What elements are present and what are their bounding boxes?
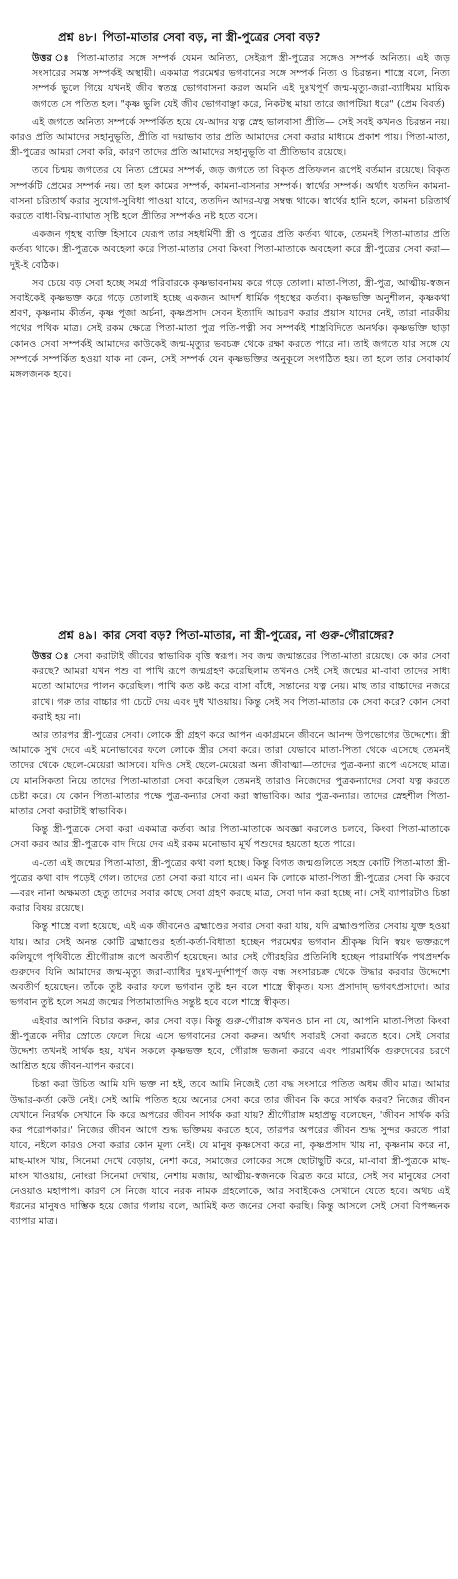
answer-paragraph: সব চেয়ে বড় সেবা হচ্ছে সমগ্র পরিবারকে কৃষ্ণভাবনাময় করে গড়ে তোলা। মাতা-পিতা, স্ত্রী-পুত্র, আত্মীয়-স্বজন সবাইকেই কৃষ্ণভক্ত করে গড়ে তোলাই হচ্ছে একজন আদর্শ ধার্মিক গৃহস্থের কর্তব্য। কৃষ্ণভক্তি অনুশীলন, কৃষ্ণকথা শ্রবণ, কৃষ্ণনাম কীর্তন, কৃষ্ণ পূজা অর্চনা, কৃষ্ণপ্রসাদ সেবন ইত্যাদি আচরণ করার প্রয়াস যাদের নেই, তারা নারকীয় পথের পথিক মাত্র। সেই রকম ক্ষেত্রে পিতা-মাতা পুত্র পতি-পত্নী সব সম্পর্কই শাস্ত্রবিদিতে অনর্থক। কৃষ্ণভক্তি ছাড়া কোনও সেবা সম্পর্কই আমাদের কাউকেই জন্ম-মৃত্যুর ভবচক্র থেকে রক্ষা করতে পারে না। তাই জগতে যার সঙ্গে যে সম্পর্কে সম্পর্কিত হওয়া যাক না কেন, সেই সম্পর্ক যেন কৃষ্ণভক্তির অনুকূলে সংগঠিত হয়। তা হলে তার সেবাকার্য মঙ্গলজনক হবে। xyxy=(10,277,450,381)
question-text: কার সেবা বড়? পিতা-মাতার, না স্ত্রী-পুত্রের, না গুরু-গৌরাঙ্গের? xyxy=(102,628,395,642)
qa-section-48 xyxy=(10,30,450,385)
answer-paragraph: কিন্তু স্ত্রী-পুত্রকে সেবা করা একমাত্র কর্তব্য আর পিতা-মাতাকে অবজ্ঞা করলেও চলবে, কিংবা পিতা-মাতাকে সেবা করব আর স্ত্রী-পুত্রকে বাদ দিয়ে দেব এই রকম মনোভাব মূর্খ পশুদের হয়তো হতে পারে। xyxy=(10,824,450,851)
question-number: প্রশ্ন ৪৮। xyxy=(58,30,97,44)
answer-paragraph: উত্তর ঃ সেবা করাটাই জীবের স্বাভাবিক বৃত্তি স্বরূপ। সব জন্ম জন্মান্তরের পিতা-মাতা রয়েছে। কে কার সেবা করছে? আমরা যখন পশু বা পাখি রূপে জন্মগ্রহণ করেছিলাম তখনও সেই সেই জন্মের মা-বাবা তাদের সাধ্য মতো আমাদের পালন করেছিল। পাখি কত কষ্ট করে বাসা বাঁধে, সন্তানের যত্ন নেয়। মাছ তার বাচ্চাদের নজরে রাখে। গরু তার বাচ্চার গা চেটে দেয় এবং দুধ খাওয়ায়। কিন্তু সেই সব পিতা-মাতার কে সেবা করে? কোন সেবা করাই হয় না। xyxy=(32,651,450,723)
question-heading xyxy=(10,628,450,643)
answer-paragraph: এই জগতে অনিত্য সম্পর্কে সম্পর্কিত হয়ে যে-আদর যত্ন স্নেহ ভালবাসা প্রীতি— সেই সবই কখনও চিরন্তন নয়। কারও প্রতি আমাদের সহানুভূতি, প্রীতি বা দয়াভাব তার প্রতি আমাদের সেবা করার মাধ্যমে প্রকাশ পায়। পিতা-মাতা, স্ত্রী-পুত্রের আমরা সেবা করি, কারণ তাদের প্রতি আমাদের সহানুভূতি বা প্রীতিভাব রয়েছে। xyxy=(10,116,450,159)
question-heading xyxy=(10,30,450,45)
question-number: প্রশ্ন ৪৯। xyxy=(58,628,97,642)
answer-body xyxy=(10,51,450,382)
answer-paragraph: তবে চিন্ময় জগতের যে নিত্য প্রেমের সম্পর্ক, জড় জগতে তা বিকৃত প্রতিফলন রূপেই বর্তমান রয়েছে। বিকৃত সম্পর্কটি প্রেমের সম্পর্ক নয়। তা হল কামের সম্পর্ক, কামনা-বাসনার সম্পর্ক। স্বার্থের সম্পর্ক। অর্থাৎ যতদিন কামনা-বাসনা চরিতার্থ করার সুযোগ-সুবিধা পাওয়া যাবে, ততদিন আদর-যত্ন সম্বন্ধ থাকে। স্বার্থের হানি হলে, কামনা চরিতার্থ করতে বাধা-বিঘ্ন-ব্যাঘাত সৃষ্টি হলে প্রীতির সম্পর্কও নষ্ট হতে বসে। xyxy=(10,165,450,223)
answer-paragraph: এইবার আপনি বিচার করুন, কার সেবা বড়। কিন্তু গুরু-গৌরাঙ্গ কখনও চান না যে, আপনি মাতা-পিতা কিংবা স্ত্রী-পুত্রকে নদীর স্রোতে ফেলে দিয়ে এসে ভগবানের সেবা করুন। অর্থাৎ সবারই সেবা করতে হবে। সেই সেবার উদ্দেশ্য তখনই সার্থক হয়, যখন সকলে কৃষ্ণভক্ত হবে, গৌরাঙ্গ ভজনা করবে এবং পারমার্থিক গুরুদেবের চরণে আশ্রিত হয়ে জীবন-যাপন করবে। xyxy=(10,1015,450,1073)
question-text: পিতা-মাতার সেবা বড়, না স্ত্রী-পুত্রের সেবা বড়? xyxy=(102,30,321,44)
answer-label: উত্তর ঃ xyxy=(32,651,70,662)
answer-paragraph: উত্তর ঃ পিতা-মাতার সঙ্গে সম্পর্ক যেমন অনিত্য, সেইরূপ স্ত্রী-পুত্রের সঙ্গেও সম্পর্ক অনিত্য। এই জড় সংসারের সমস্ত সম্পর্কই অস্থায়ী। একমাত্র পরমেশ্বর ভগবানের সঙ্গে সম্পর্ক নিত্য ও চিরন্তন। শাস্ত্রে বলে, নিত্য সম্পর্ক ভুলে গিয়ে যখনই জীব স্বতন্ত্র ভোগবাসনা করল অমনি এই দুঃখপূর্ণ জন্ম-মৃত্যু-জরা-ব্যাধিময় মায়িক জগতে সে পতিত হল। "কৃষ্ণ ভুলি যেই জীব ভোগবাঞ্ছা করে, নিকটস্থ মায়া তারে জাপটিয়া ধরে" (প্রেম বিবর্ত) xyxy=(32,53,450,110)
answer-paragraph: কিন্তু শাস্ত্রে বলা হয়েছে, এই এক জীবনেও ব্রহ্মাণ্ডের সবার সেবা করা যায়, যদি ব্রহ্মাণ্ডপতির সেবায় যুক্ত হওয়া যায়। আর সেই অনন্ত কোটি ব্রহ্মাণ্ডের হর্তা-কর্তা-বিধাতা হচ্ছেন পরমেশ্বর ভগবান শ্রীকৃষ্ণ যিনি স্বয়ং ভক্তরূপে কলিযুগে পৃথিবীতে শ্রীগৌরাঙ্গ রূপে অবতীর্ণ হয়েছেন। আর সেই গৌরহরির প্রতিনিধি হচ্ছেন পারমার্থিক পথপ্রদর্শক গুরুদেব যিনি আমাদের জন্ম-মৃত্যু জরা-ব্যাধির দুঃখ-দুর্দশাপূর্ণ জড় বন্ধ সংসারচক্র থেকে উদ্ধার করবার উদ্দেশ্যে অবতীর্ণ হয়েছেন। তাঁকে তুষ্ট করার ফলে ভগবান তুষ্ট হন বলে শাস্ত্রে স্বীকৃত। যস্য প্রসাদাদ্ ভগবৎপ্রসাদো। আর ভগবান তুষ্ট হলে সমগ্র জন্মের পিতামাতাদিও সন্তুষ্ট হবে বলে শাস্ত্রে স্বীকৃত। xyxy=(10,921,450,1009)
answer-paragraph: একজন গৃহস্থ ব্যক্তি হিসাবে যেরূপ তার সহধর্মিণী স্ত্রী ও পুত্রের প্রতি কর্তব্য থাকে, তেমনই পিতা-মাতার প্রতি কর্তব্য থাকে। স্ত্রী-পুত্রকে অবহেলা করে পিতা-মাতার সেবা কিংবা পিতা-মাতাকে অবহেলা করে স্ত্রী-পুত্রের সেবা করা—দুই-ই বেঠিক। xyxy=(10,229,450,271)
qa-section-49 xyxy=(10,628,450,1233)
answer-body xyxy=(10,649,450,1230)
answer-label: উত্তর ঃ xyxy=(32,53,72,64)
answer-paragraph: আর তারপর স্ত্রী-পুত্রের সেবা। লোকে স্ত্রী গ্রহণ করে আপন একাগ্রমনে জীবনে আনন্দ উপভোগের উদ্দেশ্যে। স্ত্রী আমাকে সুখ দেবে এই মনোভাবের ফলে লোকে স্ত্রীর সেবা করে। তারা যেভাবে মাতা-পিতা থেকে এসেছে তেমনই তাদের থেকে ছেলে-মেয়েরা আসবে। যদিও সেই ছেলে-মেয়েরা অন্য জীবাত্মা—তাদের পুত্র-কন্যা রূপে এসেছে মাত্র। যে মানসিকতা নিয়ে তাদের পিতা-মাতারা সেবা করেছিল তেমনই তারাও নিজেদের পুত্রকন্যাদের সেবা যত্ন করতে চেষ্টা করে। যে কোন পিতা-মাতার পক্ষে পুত্র-কন্যার সেবা করা স্বাভাবিক। আর পুত্র-কন্যার। তাদের স্নেহশীল পিতা-মাতার সেবা করাটাই স্বাভাবিক। xyxy=(10,730,450,818)
answer-paragraph: এ-তো এই জন্মের পিতা-মাতা, স্ত্রী-পুত্রের কথা বলা হচ্ছে। কিন্তু বিগত জন্মগুলিতে সহস্র কোটি পিতা-মাতা স্ত্রী-পুত্রের কথা বাদ পড়েই গেল। তাদের তো সেবা করা যাবে না। এমন কি লোকে মাতা-পিতা স্ত্রী-পুত্রের সেবা কি করবে—বরং নানা অক্ষমতা হেতু তাদের সবার কাছে সেবা গ্রহণ করছে মাত্র, সেবা দান করা হচ্ছে না। সেই ব্যাপারটাও চিন্তা করার বিষয় রয়েছে। xyxy=(10,857,450,915)
answer-paragraph: চিন্তা করা উচিত আমি যদি ভক্ত না হই, তবে আমি নিজেই তো বদ্ধ সংসারে পতিত অধম জীব মাত্র। আমার উদ্ধার-কর্তা কেউ নেই। সেই আমি পতিত হয়ে অন্যের সেবা করে তার জীবন কি করে সার্থক করব? নিজের জীবন যেখানে নিরর্থক সেখানে কি করে অপরের জীবন সার্থক করা যায়? শ্রীগৌরাঙ্গ মহাপ্রভু বলেছেন, 'জীবন সার্থক করি কর পরোপকার।' নিজের জীবন আগে শুদ্ধ ভক্তিময় করতে হবে, তারপর অপরের জীবন শুদ্ধ সুন্দর করতে পারা যাবে, নইলে কারও সেবা করার কোন মূল্য নেই। যে মানুষ কৃষ্ণসেবা করে না, কৃষ্ণপ্রসাদ খায় না, কৃষ্ণনাম করে না, মাছ-মাংস খায়, সিনেমা দেখে বেড়ায়, নেশা করে, সমাজের লোকের সঙ্গে ছোটাছুটি করে, মা-বাবা স্ত্রী-পুত্রকে মাছ-মাংস খাওয়ায়, নোংরা সিনেমা দেখায়, নেশায় মজায়, আত্মীয়-স্বজনকে বিব্রত করে মারে, সেই সব মানুষের সেবা নেওয়াও মহাপাপ। কারণ সে নিজে যাবে নরক নামক গ্রহলোকে, আর সবাইকেও সেখানে যেতে হবে। অথচ এই ধরনের মানুষও দাম্ভিক হয়ে জোর গলায় বলে, আমিই কত জনের সেবা করছি। কিন্তু আসলে সেই সেবা বিপজ্জনক ব্যাপার মাত্র। xyxy=(10,1079,450,1228)
